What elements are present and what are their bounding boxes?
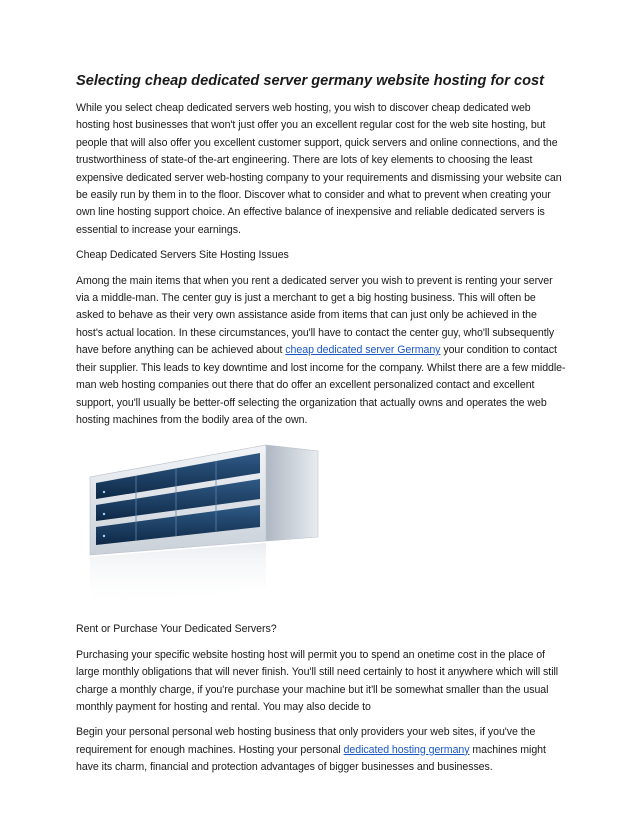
- cheap-dedicated-server-germany-link[interactable]: cheap dedicated server Germany: [285, 344, 441, 357]
- middleman-text-after: your condition to contact their supplier. This leads to key downtime and lost income for the company. Whilst there are a few middle-man web hosting companies out there that do offer an excellent personalized contact and excellent support, you'll usually be better-off selecting the organization that actually owns and operates the web hosting machines from the bodily area of the own.: [76, 344, 566, 426]
- document-body: [76, 72, 566, 785]
- server-rack-image: [76, 437, 566, 617]
- middleman-text-before: Among the main items that when you rent a dedicated server you wish to prevent is renting your server via a middle-man. The center guy is just a merchant to get a big hosting business. This will often be asked to behave as their very own assistance aside from items that can just only be achieved in the host's actual location. In these circumstances, you'll have to contact the center guy, who'll subsequently have before anything can be achieved about: [76, 274, 555, 357]
- own-hosting-text-before: Begin your personal personal web hosting business that only providers your web sites, if you've the requirement for enough machines. Hosting your personal: [76, 726, 536, 756]
- document-title: Selecting cheap dedicated server germany website hosting for cost: [76, 73, 544, 89]
- server-rack-icon: [76, 437, 336, 617]
- heading-issues: Cheap Dedicated Servers Site Hosting Issues: [76, 249, 289, 262]
- dedicated-hosting-germany-link[interactable]: dedicated hosting germany: [343, 743, 470, 756]
- heading-rent-or-purchase: Rent or Purchase Your Dedicated Servers?: [76, 623, 277, 636]
- middleman-paragraph: [76, 273, 566, 430]
- own-hosting-text-after: machines might have its charm, financial and protection advantages of bigger businesses and businesses.: [76, 743, 546, 774]
- own-hosting-paragraph: [76, 724, 566, 776]
- intro-paragraph: While you select cheap dedicated servers web hosting, you wish to discover cheap dedicated web hosting host businesses that won't just offer you an excellent regular cost for the web site hosting, but people that will also offer you excellent customer support, quick servers and online connections, and the trustworthiness of state-of the-art engineering. There are lots of key elements to choosing the least expensive dedicated server web-hosting company to your requirements and dismissing your website can be easily run by them in to the floor. Discover what to consider and what to prevent when creating your own line hosting support choice. An effective balance of inexpensive and reliable dedicated servers is essential to increase your earnings.: [76, 102, 562, 236]
- purchase-paragraph: Purchasing your specific website hosting host will permit you to spend an onetime cost in the place of large monthly obligations that will never finish. You'll still need certainly to host it anywhere which will still charge a monthly charge, if you're purchase your machine but it'll be somewhat smaller than the usual monthly payment for hosting and rental. You may also decide to: [76, 648, 559, 713]
